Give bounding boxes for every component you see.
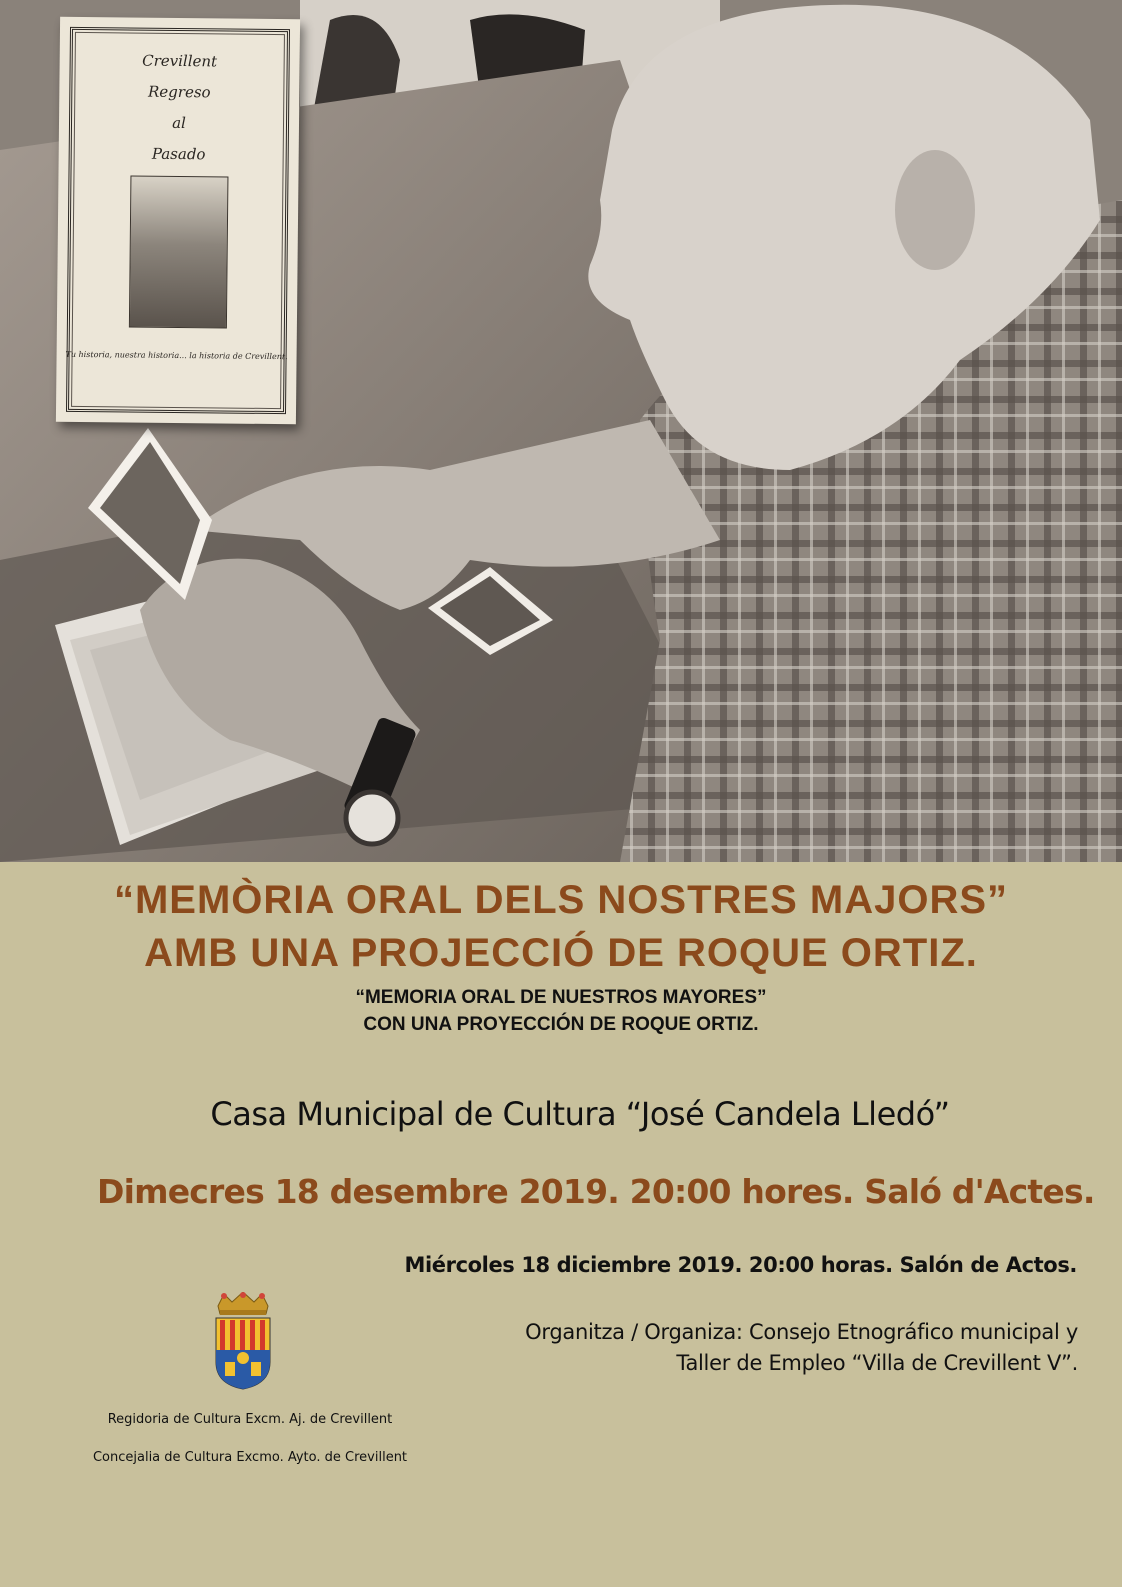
organizer-line-2: Taller de Empleo “Villa de Crevillent V”. xyxy=(676,1351,1078,1375)
footer-line-1: Regidoria de Cultura Excm. Aj. de Crevillent xyxy=(107,1412,393,1427)
footer-line-2: Concejalia de Cultura Excmo. Ayto. de Crevillent xyxy=(92,1450,408,1465)
book-cover-photo xyxy=(129,175,229,328)
subheadline-line-2: CON UNA PROYECCIÓN DE ROQUE ORTIZ. xyxy=(363,1014,759,1035)
headline-line-2: AMB UNA PROJECCIÓ DE ROQUE ORTIZ. xyxy=(144,931,978,975)
book-title-line: al xyxy=(172,113,186,133)
book-title xyxy=(59,45,300,172)
book-subtitle: Tu historia, nuestra historia... la historia de Crevillent. xyxy=(65,349,288,362)
date-catalan: Dimecres 18 desembre 2019. 20:00 hores. Saló d'Actes. xyxy=(97,1172,1095,1211)
headline-line-1: “MEMÒRIA ORAL DELS NOSTRES MAJORS” xyxy=(113,878,1009,922)
crevillent-coat-of-arms-icon xyxy=(212,1292,274,1390)
subheadline-line-1: “MEMORIA ORAL DE NUESTROS MAYORES” xyxy=(355,987,767,1008)
book-title-line: Regreso xyxy=(147,82,211,102)
venue: Casa Municipal de Cultura “José Candela Lledó” xyxy=(210,1095,950,1133)
book-title-line: Crevillent xyxy=(142,51,218,71)
date-spanish: Miércoles 18 diciembre 2019. 20:00 horas. Salón de Actos. xyxy=(404,1253,1077,1277)
book-title-line: Pasado xyxy=(151,144,206,164)
organizer-line-1: Organitza / Organiza: Consejo Etnográfico municipal y xyxy=(525,1320,1078,1344)
book-cover xyxy=(56,17,300,424)
